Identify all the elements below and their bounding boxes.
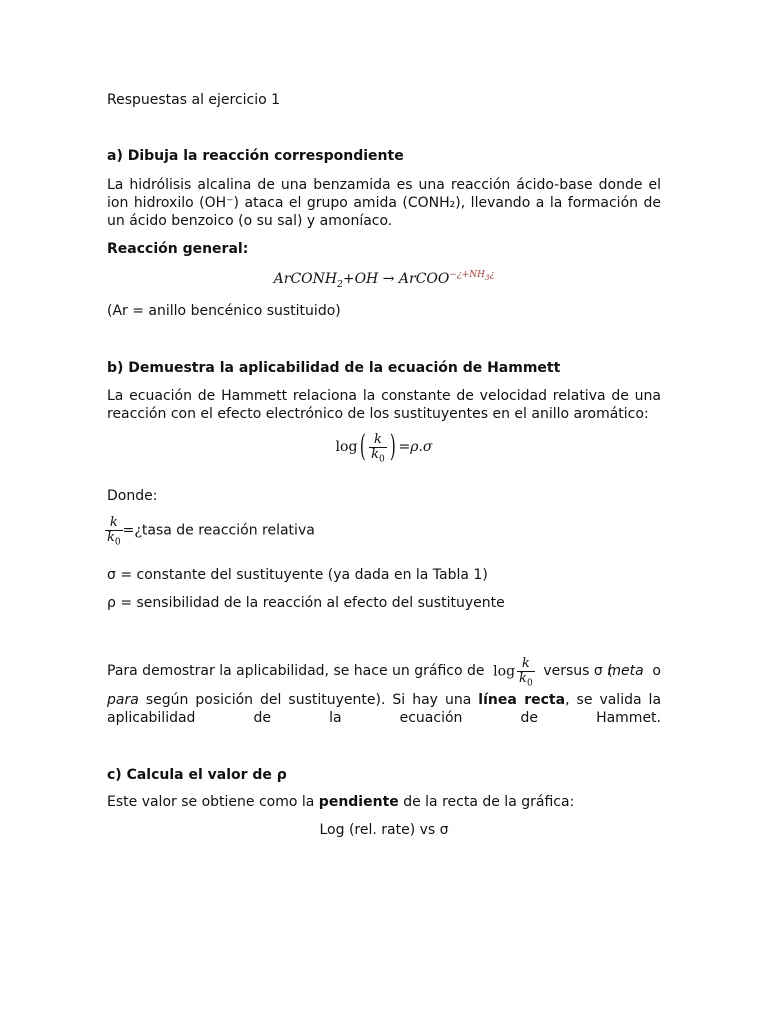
plot-label: Log (rel. rate) vs σ bbox=[319, 822, 449, 838]
hammett-rhs: =ρ.σ bbox=[398, 439, 433, 455]
section-b-paragraph: La ecuación de Hammett relaciona la constante de velocidad relativa de una reacción con el efecto electrónico de los sustituyentes en el anillo aromático: bbox=[107, 388, 661, 422]
hammett-log: log bbox=[335, 439, 358, 455]
hammett-equation: log( $\frac{k}{k_0}$ ) =ρ.σ bbox=[335, 429, 433, 465]
rate-definition-text: tasa de reacción relativa bbox=[141, 522, 315, 539]
definition-sigma: σ = constante del sustituyente (ya dada en la Tabla 1) bbox=[107, 567, 488, 583]
eq-product: ArCOO bbox=[398, 271, 450, 287]
definition-rho: ρ = sensibilidad de la reacción al efecto del sustituyente bbox=[107, 595, 505, 611]
eq-arrow: → bbox=[382, 271, 395, 287]
eq-reactant-amide: ArCONH bbox=[273, 271, 338, 287]
log-k-fraction: log $\frac{k}{k_0}$ bbox=[493, 655, 533, 689]
eq-sub-2: 2 bbox=[337, 279, 343, 290]
general-reaction-label: Reacción general: bbox=[107, 241, 249, 257]
section-c-paragraph: Este valor se obtiene como la pendiente de la recta de la gráfica: bbox=[107, 794, 575, 810]
reaction-note: (Ar = anillo bencénico sustituido) bbox=[107, 303, 341, 319]
eq-superscript: −¿+NH3¿ bbox=[449, 270, 495, 283]
section-c-title: c) Calcula el valor de ρ bbox=[107, 767, 287, 783]
section-a-paragraph: La hidrólisis alcalina de una benzamida es una reacción ácido-base donde el ion hidroxilo (OH⁻) ataca el grupo amida (CONH₂), llevando a la formación de un ácido benzoico (o su sal) y amoníaco. bbox=[107, 177, 661, 229]
main-heading: Respuestas al ejercicio 1 bbox=[107, 92, 281, 108]
eq-plus-oh: +OH bbox=[342, 271, 379, 287]
section-b-title: b) Demuestra la aplicabilidad de la ecuación de Hammett bbox=[107, 360, 561, 376]
donde-label: Donde: bbox=[107, 488, 158, 504]
definition-rate: $\frac{k}{k_0}$ =¿tasa de reacción relativa bbox=[107, 515, 315, 548]
section-a-title: a) Dibuja la reacción correspondiente bbox=[107, 148, 404, 164]
hammett-fraction: $\frac{k}{k_0}$ bbox=[371, 431, 385, 465]
general-reaction-equation bbox=[107, 270, 661, 288]
rate-fraction: $\frac{k}{k_0}$ bbox=[107, 515, 121, 548]
applicability-line2: para según posición del sustituyente). Si hay una línea recta, se valida la aplicabilidad de la ecuación de Hammet. bbox=[107, 692, 662, 726]
applicability-line1: Para demostrar la aplicabilidad, se hace un gráfico de log $\frac{k}{k_0}$ versus σ ( meta o bbox=[107, 655, 661, 689]
